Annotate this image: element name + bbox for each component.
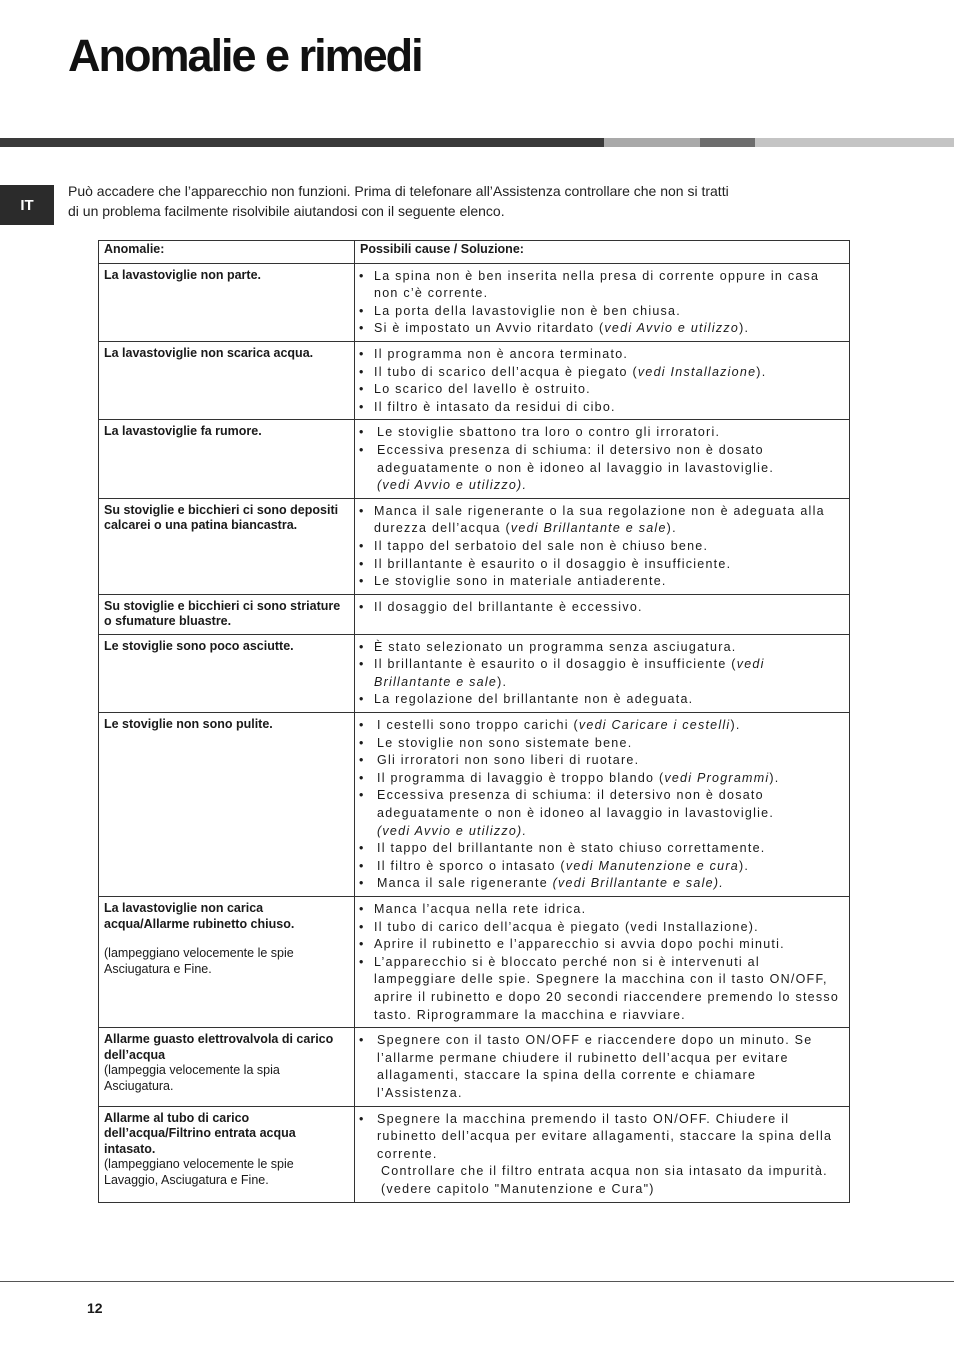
- cause-text: La porta della lavastoviglie non è ben chiusa.: [374, 303, 681, 318]
- cause-text-end: ).: [769, 770, 780, 785]
- cause-text: Manca il sale rigenerante o la sua regolazione non è adeguata alla durezza dell’acqua (: [374, 503, 825, 536]
- table-row: [99, 634, 850, 712]
- causes-cell: [355, 713, 850, 897]
- anomaly-cell: [99, 498, 355, 594]
- cross-reference: vedi Avvio e utilizzo: [604, 321, 740, 336]
- cause-text-end: ).: [738, 858, 750, 873]
- anomaly-cell: [99, 1028, 355, 1106]
- cross-reference: (vedi Avvio e utilizzo).: [377, 823, 528, 838]
- header-band-accent: [700, 138, 755, 147]
- list-item: [359, 320, 843, 338]
- causes-list: [359, 901, 843, 1024]
- cause-text: Le stoviglie non sono sistemate bene.: [377, 735, 633, 750]
- cross-reference: vedi Manutenzione e cura: [565, 858, 739, 873]
- list-item: [359, 1111, 843, 1164]
- list-item: [359, 538, 843, 556]
- list-item: [359, 858, 843, 876]
- cause-text: Il dosaggio del brillantante è eccessivo.: [374, 599, 643, 614]
- list-item: [359, 503, 843, 538]
- causes-list: [359, 268, 843, 338]
- cross-reference: vedi Brillantante e sale: [374, 657, 765, 689]
- anomaly-cell: [99, 263, 355, 341]
- causes-list: [359, 717, 843, 893]
- language-tab: IT: [0, 185, 54, 225]
- table-row: [99, 1028, 850, 1106]
- cause-text: Il tubo di scarico dell’acqua è piegato (: [374, 364, 638, 379]
- anomaly-title: Allarme guasto elettrovalvola di carico dell’acqua: [104, 1032, 334, 1062]
- causes-list: [359, 424, 843, 494]
- list-item: [359, 346, 843, 364]
- intro-line: Può accadere che l’apparecchio non funzioni. Prima di telefonare all’Assistenza controllare che non si tratti: [68, 183, 729, 199]
- list-item: [359, 901, 843, 919]
- cross-reference: vedi Caricare i cestelli: [578, 718, 731, 733]
- header-causes: Possibili cause / Soluzione:: [355, 241, 850, 264]
- causes-cell: [355, 1028, 850, 1106]
- cause-text: Manca il sale rigenerante: [377, 876, 553, 891]
- causes-list: [359, 503, 843, 591]
- causes-list: [359, 639, 843, 709]
- table-row: [99, 1106, 850, 1202]
- cause-text: Spegnere con il tasto ON/OFF e riaccendere dopo un minuto. Se l’allarme permane chiudere il rubinetto dell’acqua per evitare allagamenti, staccare la spina della corrente e chiamare l’Assistenza.: [377, 1033, 813, 1100]
- table-row: [99, 498, 850, 594]
- cause-text: Il tappo del serbatoio del sale non è chiuso bene.: [374, 538, 709, 553]
- anomaly-title: La lavastoviglie non carica acqua/Allarme rubinetto chiuso.: [104, 901, 295, 931]
- causes-list: [359, 1032, 843, 1102]
- anomaly-cell: [99, 897, 355, 1028]
- cause-text: Spegnere la macchina premendo il tasto ON/OFF. Chiudere il rubinetto dell’acqua per evitare allagamenti, staccare la spina della corrente.: [377, 1111, 833, 1161]
- cross-reference: (vedi Avvio e utilizzo).: [377, 478, 528, 493]
- page-title: Anomalie e rimedi: [68, 30, 422, 81]
- table-header-row: [99, 241, 850, 264]
- anomaly-title: Le stoviglie sono poco asciutte.: [104, 638, 294, 653]
- list-item: [359, 840, 843, 858]
- cause-text-end: ).: [739, 321, 750, 336]
- cause-text: Il brillantante è esaurito o il dosaggio è insufficiente (: [374, 657, 737, 672]
- cause-text-end: ).: [666, 521, 677, 536]
- page-number: 12: [87, 1300, 103, 1316]
- list-item: [359, 770, 843, 788]
- cause-text: L’apparecchio si è bloccato perché non si è intervenuti al lampeggiare delle spie. Spegnere la macchina con il tasto ON/OFF, aprire il rubinetto e dopo 20 secondi riaccendere premendo lo stesso tasto. Riprogrammare la macchina e riavviare.: [374, 954, 840, 1022]
- cross-reference: vedi Installazione: [637, 364, 757, 379]
- list-item: [359, 717, 843, 735]
- causes-list: [359, 346, 843, 416]
- cause-text: Eccessiva presenza di schiuma: il detersivo non è dosato adeguatamente o non è idoneo al lavaggio in lavastoviglie.: [377, 788, 775, 821]
- list-item: [359, 936, 843, 954]
- cause-text-end: ).: [730, 718, 741, 733]
- causes-cell: [355, 498, 850, 594]
- header-anomalies: Anomalie:: [99, 241, 355, 264]
- cause-text: Gli irroratori non sono liberi di ruotare.: [377, 753, 640, 768]
- cause-text: Eccessiva presenza di schiuma: il detersivo non è dosato adeguatamente o non è idoneo al lavaggio in lavastoviglie.: [377, 442, 775, 475]
- list-item: [359, 442, 843, 495]
- list-item: [359, 656, 843, 691]
- cause-text: Il filtro è intasato da residui di cibo.: [374, 399, 616, 414]
- causes-list: [359, 1111, 843, 1199]
- cause-text: Il tubo di carico dell’acqua è piegato (vedi Installazione).: [374, 919, 759, 934]
- list-item: [359, 268, 843, 303]
- header-band-mid: [604, 138, 700, 147]
- list-item: [359, 691, 843, 709]
- anomaly-title: Su stoviglie e bicchieri ci sono striature o sfumature bluastre.: [104, 598, 341, 629]
- causes-cell: [355, 263, 850, 341]
- cause-text: Manca l’acqua nella rete idrica.: [374, 902, 587, 916]
- table-row: [99, 341, 850, 419]
- table-row: [99, 263, 850, 341]
- list-item: [359, 381, 843, 399]
- cause-text: Si è impostato un Avvio ritardato (: [374, 321, 605, 336]
- cause-text: Le stoviglie sbattono tra loro o contro gli irroratori.: [377, 425, 721, 440]
- cause-text: Il filtro è sporco o intasato (: [377, 858, 566, 873]
- cross-reference: (vedi Brillantante e sale).: [552, 876, 724, 891]
- causes-cell: [355, 594, 850, 634]
- causes-cell: [355, 897, 850, 1028]
- list-item: [359, 364, 843, 382]
- cause-text: Controllare che il filtro entrata acqua non sia intasato da impurità. (vedere capitolo "Manutenzione e Cura"): [381, 1164, 828, 1196]
- cause-text: Il tappo del brillantante non è stato chiuso correttamente.: [377, 841, 766, 856]
- anomaly-title: Su stoviglie e bicchieri ci sono depositi calcarei o una patina biancastra.: [104, 502, 339, 533]
- causes-cell: [355, 634, 850, 712]
- header-band-dark: [0, 138, 604, 147]
- list-item: [359, 752, 843, 770]
- list-item: [359, 1032, 843, 1102]
- list-item: [359, 399, 843, 417]
- anomaly-title: Le stoviglie non sono pulite.: [104, 717, 273, 732]
- table-row: [99, 420, 850, 498]
- cause-text: Le stoviglie sono in materiale antiaderente.: [374, 574, 667, 589]
- anomaly-cell: [99, 713, 355, 897]
- list-item: [359, 573, 843, 591]
- footer-divider: [0, 1281, 954, 1282]
- list-item: [359, 954, 843, 1024]
- cause-text: Il programma non è ancora terminato.: [374, 346, 629, 361]
- intro-line: di un problema facilmente risolvibile aiutandosi con il seguente elenco.: [68, 203, 505, 219]
- causes-cell: [355, 1106, 850, 1202]
- list-item: [359, 787, 843, 840]
- anomaly-title: La lavastoviglie fa rumore.: [104, 424, 262, 439]
- table-row: [99, 897, 850, 1028]
- anomaly-title: La lavastoviglie non scarica acqua.: [104, 345, 314, 360]
- table-row: [99, 713, 850, 897]
- anomaly-cell: [99, 1106, 355, 1202]
- list-item: [359, 303, 843, 321]
- anomaly-cell: [99, 594, 355, 634]
- list-item: [359, 875, 843, 893]
- cause-text-end: ).: [497, 674, 508, 689]
- list-item: [359, 556, 843, 574]
- anomaly-note: (lampeggiano velocemente le spie Lavaggio, Asciugatura e Fine.: [104, 1157, 294, 1187]
- list-item: [359, 639, 843, 657]
- anomaly-cell: [99, 420, 355, 498]
- intro-text: [68, 181, 828, 221]
- list-item: [359, 919, 843, 937]
- list-item: [359, 1163, 843, 1198]
- anomaly-title: La lavastoviglie non parte.: [104, 267, 261, 282]
- cause-text: È stato selezionato un programma senza asciugatura.: [374, 639, 737, 654]
- cross-reference: vedi Programmi: [664, 770, 770, 785]
- cause-text: La regolazione del brillantante non è adeguata.: [374, 692, 694, 707]
- anomaly-note: (lampeggia velocemente la spia Asciugatura.: [104, 1063, 280, 1093]
- cause-text: Il programma di lavaggio è troppo blando (: [377, 770, 665, 785]
- cause-text: Aprire il rubinetto e l’apparecchio si avvia dopo pochi minuti.: [374, 937, 785, 952]
- causes-list: [359, 599, 843, 617]
- table-row: [99, 594, 850, 634]
- cause-text: Lo scarico del lavello è ostruito.: [374, 382, 591, 397]
- cross-reference: vedi Brillantante e sale: [510, 521, 667, 536]
- anomaly-cell: [99, 634, 355, 712]
- cause-text: Il brillantante è esaurito o il dosaggio è insufficiente.: [374, 556, 732, 571]
- anomaly-note: (lampeggiano velocemente le spie Asciugatura e Fine.: [104, 946, 294, 976]
- causes-cell: [355, 420, 850, 498]
- cause-text: La spina non è ben inserita nella presa di corrente oppure in casa non c’è corrente.: [374, 268, 820, 301]
- header-band-light: [755, 138, 954, 147]
- list-item: [359, 599, 843, 617]
- anomaly-cell: [99, 341, 355, 419]
- list-item: [359, 735, 843, 753]
- troubleshooting-table: [98, 240, 850, 1203]
- cause-text: I cestelli sono troppo carichi (: [377, 718, 579, 733]
- list-item: [359, 424, 843, 442]
- anomaly-title: Allarme al tubo di carico dell’acqua/Filtrino entrata acqua intasato.: [104, 1110, 296, 1156]
- causes-cell: [355, 341, 850, 419]
- cause-text-end: ).: [756, 364, 767, 379]
